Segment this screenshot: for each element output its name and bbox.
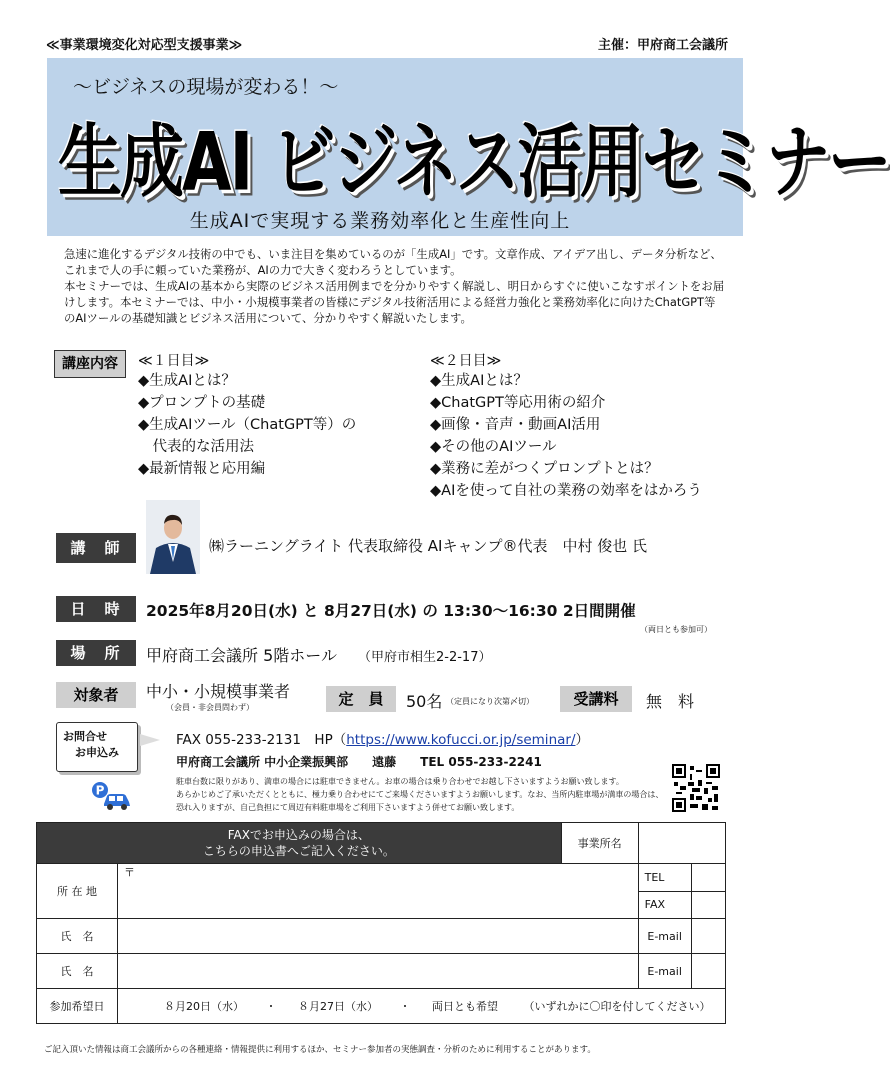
email-label: E-mail xyxy=(638,919,691,954)
fax-field[interactable] xyxy=(691,891,725,919)
fax-label: FAX xyxy=(638,891,691,919)
fee-value: 無 料 xyxy=(646,692,695,711)
form-notice xyxy=(37,823,562,864)
parking-car-icon xyxy=(92,780,132,812)
target-label: 対象者 xyxy=(56,682,136,708)
list-item: 代表的な活用法 xyxy=(138,439,254,455)
list-item: ◆AIを使って自社の業務の効率をはかろう xyxy=(430,483,702,499)
address-field[interactable] xyxy=(118,864,639,919)
contact-fax: FAX 055-233-2131 HP（ xyxy=(176,732,347,748)
day1-heading: ≪１日目≫ xyxy=(138,353,210,369)
lecturer-label: 講 師 xyxy=(56,533,136,563)
contact-badge-line2: お申込み xyxy=(75,746,119,759)
organizer: 主催：甲府商工会議所 xyxy=(597,38,728,53)
svg-text:P: P xyxy=(95,783,105,798)
intro-paragraph: 本セミナーでは、生成AIの基本から実際のビジネス活用例までを分かりやすく解説し、明日からすぐに使いこなすポイントをお届けします。本セミナーでは、中小・小規模事業者の皆様にデジタル技術活用による経営力強化と業務効率化に向けたChatGPT等のAIツールの基礎知識とビジネス活用について、分かりやすく解説いたします。 xyxy=(64,279,725,325)
form-notice-line2: こちらの申込書へご記入ください。 xyxy=(202,844,395,858)
name-label: 氏 名 xyxy=(37,919,118,954)
list-item: ◆その他のAIツール xyxy=(430,439,557,455)
tel-label: TEL xyxy=(638,864,691,892)
capacity-value: 50名 xyxy=(406,692,443,711)
hero-subtitle: ～ビジネスの現場が変わる！～ xyxy=(73,76,339,98)
contact-paren: ） xyxy=(575,732,589,748)
qr-code[interactable] xyxy=(672,764,720,812)
date-option-1[interactable]: ８月20日（水） xyxy=(164,1000,244,1013)
contact-dept: 甲府商工会議所 中小企業振興部 遠藤 TEL 055-233-2241 xyxy=(176,755,542,769)
date-label: 日 時 xyxy=(56,596,136,622)
option-separator: ・ xyxy=(265,1000,277,1013)
venue-value: 甲府商工会議所 5階ホール xyxy=(146,646,337,665)
date-note: （両日とも参加可） xyxy=(640,625,712,634)
target-value: 中小・小規模事業者 xyxy=(146,682,291,701)
form-instruction: （いずれかに〇印を付してください） xyxy=(523,1000,711,1013)
postal-mark: 〒 xyxy=(124,866,135,879)
name-label: 氏 名 xyxy=(37,954,118,989)
capacity-note: （定員になり次第〆切） xyxy=(446,697,534,706)
option-separator: ・ xyxy=(399,1000,411,1013)
list-item: ◆画像・音声・動画AI活用 xyxy=(430,417,601,433)
date-option-both[interactable]: 両日とも希望 xyxy=(432,1000,498,1013)
email-field[interactable] xyxy=(691,954,725,989)
contact-line xyxy=(176,728,589,748)
address-label: 所 在 地 xyxy=(37,864,118,919)
preference-field xyxy=(118,989,726,1024)
tel-field[interactable] xyxy=(691,864,725,892)
contact-badge xyxy=(56,722,138,772)
privacy-footer: ご記入頂いた情報は商工会議所からの各種連絡・情報提供に利用するほか、セミナー参加者の実態調査・分析のために利用することがあります。 xyxy=(44,1045,596,1055)
date-option-2[interactable]: ８月27日（水） xyxy=(298,1000,378,1013)
list-item: ◆生成AIとは？ xyxy=(138,373,236,389)
seminar-link[interactable]: https://www.kofucci.or.jp/seminar/ xyxy=(346,732,576,748)
program-name: ≪事業環境変化対応型支援事業≫ xyxy=(46,38,243,53)
day2-list xyxy=(430,370,702,502)
list-item: ◆生成AIとは？ xyxy=(430,373,528,389)
application-form xyxy=(36,822,726,1024)
parking-line: あらかじめご了承いただくとともに、極力乗り合わせにてご来場くださいますようお願いします。なお、当所内駐車場が満車の場合は、 xyxy=(176,790,664,799)
contact-badge-line1: お問合せ xyxy=(63,730,107,743)
company-field[interactable] xyxy=(638,823,725,864)
parking-line: 駐車台数に限りがあり、満車の場合には駐車できません。お車の場合は乗り合わせでお越し下さいますようお願い致します。 xyxy=(176,777,624,786)
parking-line: 恐れ入りますが、自己負担にて周辺有料駐車場をご利用下さいますよう併せてお願い致します。 xyxy=(176,803,520,812)
venue-label: 場 所 xyxy=(56,640,136,666)
list-item: ◆プロンプトの基礎 xyxy=(138,395,266,411)
hero-title: 生成AI ビジネス活用セミナー xyxy=(58,116,890,210)
list-item: ◆ChatGPT等応用術の紹介 xyxy=(430,395,606,411)
fee-label: 受講料 xyxy=(560,686,632,712)
name-field[interactable] xyxy=(118,954,639,989)
parking-note xyxy=(176,775,696,814)
email-label: E-mail xyxy=(638,954,691,989)
company-label: 事業所名 xyxy=(561,823,638,864)
capacity-label: 定 員 xyxy=(326,686,396,712)
venue-address: （甲府市相生2-2-17） xyxy=(358,650,492,665)
preference-label: 参加希望日 xyxy=(37,989,118,1024)
list-item: ◆業務に差がつくプロンプトとは？ xyxy=(430,461,659,477)
form-notice-line1: FAXでお申込みの場合は、 xyxy=(227,828,370,842)
course-label: 講座内容 xyxy=(54,350,126,378)
list-item: ◆最新情報と応用編 xyxy=(138,461,266,477)
intro-paragraph: 急速に進化するデジタル技術の中でも、いま注目を集めているのが「生成AI」です。文章作成、アイデア出し、データ分析など、これまで人の手に頼っていた業務が、AIの力で大きく変わろうとしています。 xyxy=(64,247,722,277)
intro-text xyxy=(64,246,726,326)
target-note: （会員・非会員問わず） xyxy=(166,703,254,712)
lecturer-name: ㈱ラーニングライト 代表取締役 AIキャンプ®代表 中村 俊也 氏 xyxy=(209,537,648,555)
date-value: 2025年8月20日(水) と 8月27日(水) の 13:30～16:30 2日間開催 xyxy=(146,602,636,620)
lecturer-photo xyxy=(146,500,200,574)
day2-heading: ≪２日目≫ xyxy=(430,353,502,369)
name-field[interactable] xyxy=(118,919,639,954)
email-field[interactable] xyxy=(691,919,725,954)
hero-tagline: 生成AIで実現する業務効率化と生産性向上 xyxy=(189,210,571,232)
list-item: ◆生成AIツール（ChatGPT等）の xyxy=(138,417,357,433)
day1-list xyxy=(138,370,356,480)
